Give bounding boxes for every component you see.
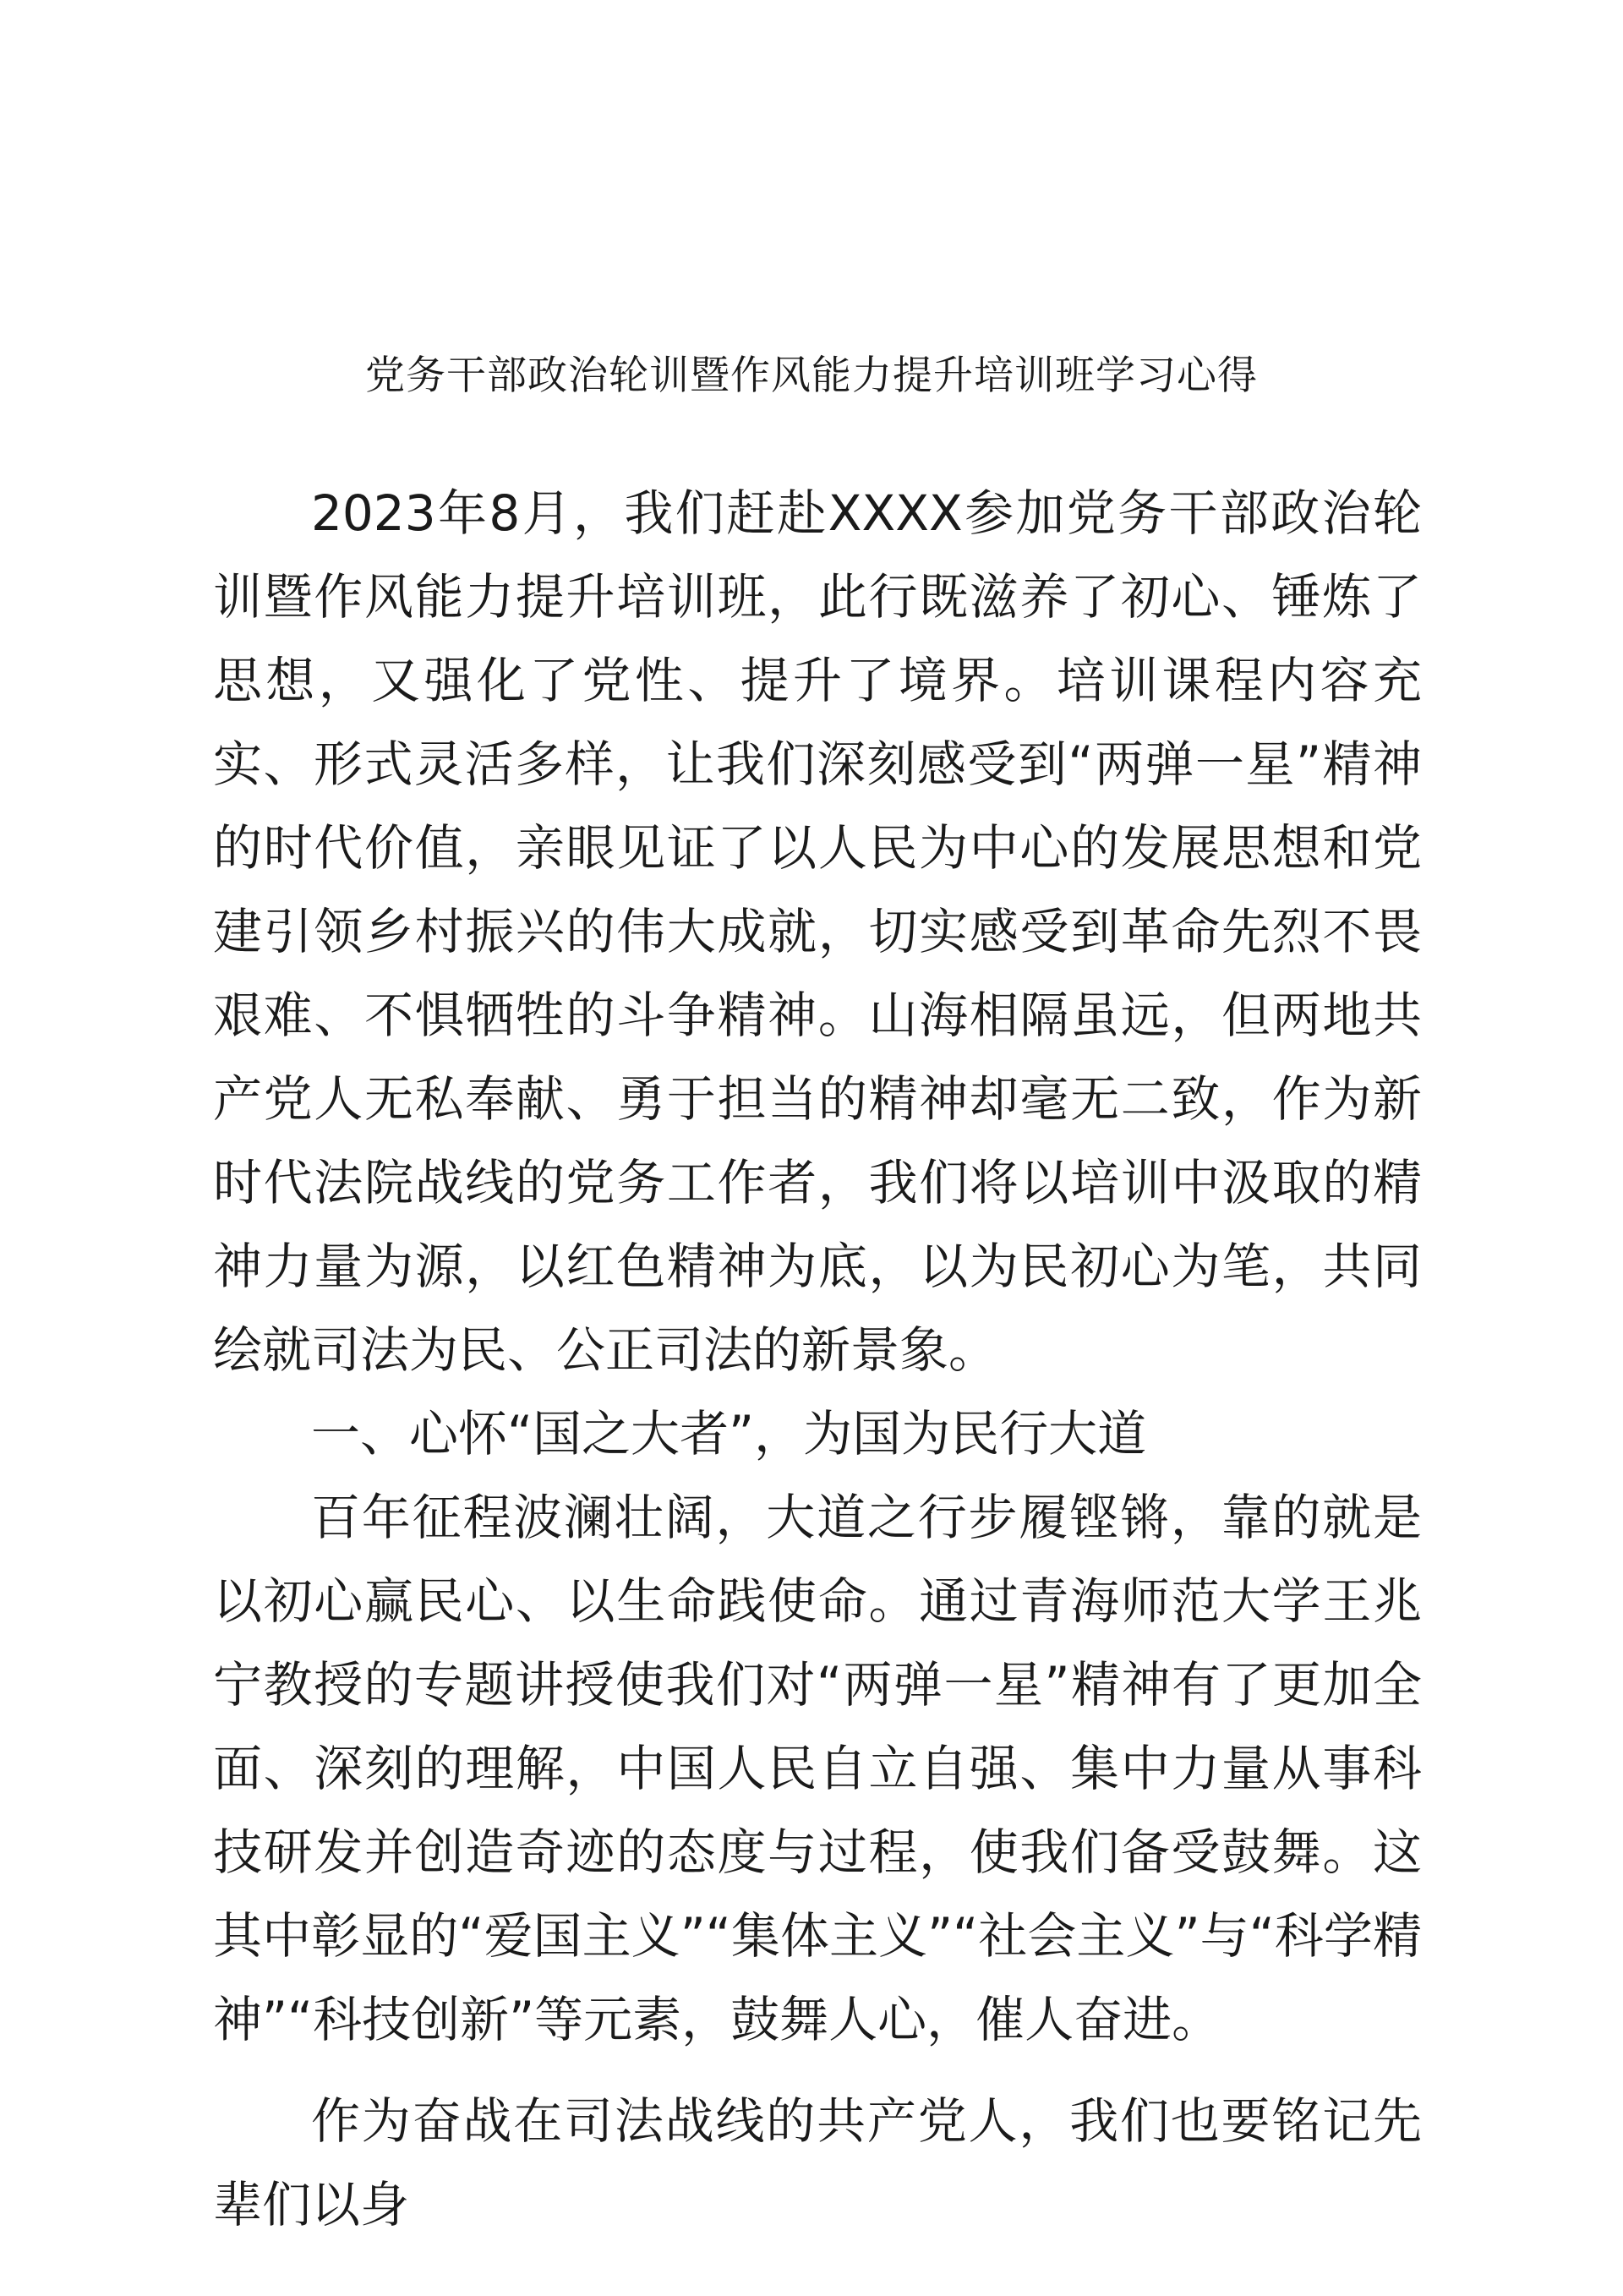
intro-paragraph: 2023年8月，我们赶赴XXXX参加党务干部政治轮训暨作风能力提升培训班，此行既滋养了初心、锤炼了思想，又强化了党性、提升了境界。培训课程内容充实、形式灵活多样，让我们深刻感受到“两弹一星”精神的时代价值，亲眼见证了以人民为中心的发展思想和党建引领乡村振兴的伟大成就，切实感受到革命先烈不畏艰难、不惧牺牲的斗争精神。山海相隔虽远，但两地共产党人无私奉献、勇于担当的精神却毫无二致，作为新时代法院战线的党务工作者，我们将以培训中汲取的精神力量为源，以红色精神为底，以为民初心为笔，共同绘就司法为民、公正司法的新景象。 (213, 484, 1422, 1379)
document-body (213, 472, 1422, 2247)
closing-paragraph: 作为奋战在司法战线的共产党人，我们也要铭记先辈们以身 (213, 2092, 1422, 2233)
section-one-heading: 一、心怀“国之大者”，为国为民行大道 (311, 1405, 1147, 1462)
document-title: 党务干部政治轮训暨作风能力提升培训班学习心得 (365, 353, 1258, 399)
section-one-paragraph: 百年征程波澜壮阔，大道之行步履铿锵，靠的就是以初心赢民心、以生命践使命。通过青海师范大学王兆宁教授的专题讲授使我们对“两弹一星”精神有了更加全面、深刻的理解，中国人民自立自强、集中力量从事科技研发并创造奇迹的态度与过程，使我们备受鼓舞。这其中彰显的“爱国主义”“集体主义”“社会主义”与“科学精神”“科技创新”等元素，鼓舞人心，催人奋进。 (213, 1489, 1422, 2048)
